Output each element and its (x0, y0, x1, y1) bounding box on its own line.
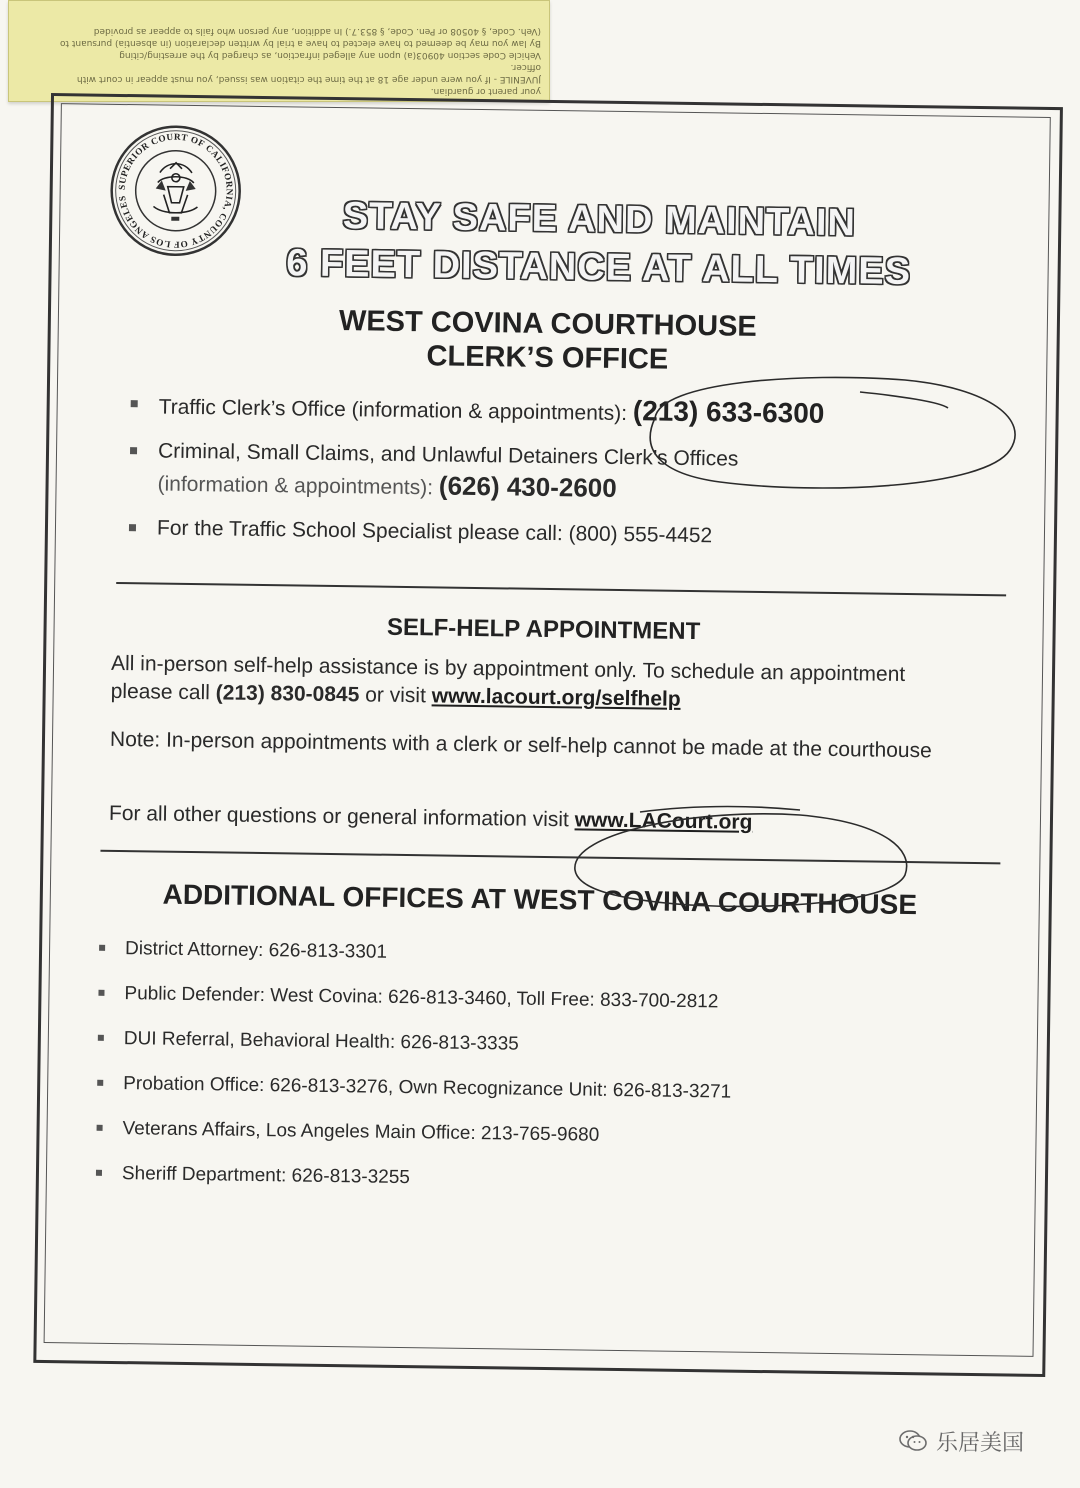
clerk-contact-list (125, 389, 1007, 569)
self-help-link[interactable]: www.lacourt.org/selfhelp (431, 684, 681, 711)
courthouse-title (307, 304, 788, 379)
list-item (93, 1071, 993, 1110)
list-item-traffic-school (125, 513, 1005, 555)
criminal-clerk-label: Criminal, Small Claims, and Unlawful Detainers Clerk’s Offices (157, 439, 739, 471)
svg-text:SUPERIOR COURT OF CALIFORNIA, (116, 131, 236, 251)
watermark (898, 1424, 1068, 1458)
clerk-office-title: CLERK’S OFFICE (426, 340, 669, 376)
bullet-icon (99, 945, 105, 951)
general-info-text: For all other questions or general information visit (108, 801, 569, 832)
seal-ring-text: SUPERIOR COURT OF CALIFORNIA, COUNTY OF LOS ANGELES (116, 131, 235, 250)
traffic-school-label: For the Traffic School Specialist please call: (156, 516, 563, 546)
additional-offices-list (92, 936, 996, 1219)
bullet-icon (129, 524, 136, 531)
list-item (92, 1161, 992, 1200)
dui-referral: DUI Referral, Behavioral Health: 626-813-3335 (123, 1028, 519, 1055)
list-item (92, 1116, 992, 1155)
headline-line-2: 6 FEET DISTANCE AT ALL TIMES (286, 242, 912, 294)
bullet-icon (97, 1080, 103, 1086)
criminal-clerk-phone: (626) 430-2600 (438, 470, 617, 503)
slip-line: (Veh. Code, § 40508 or Pen. Code, § 853.7.) In addition, any person who fails to appear as provided (93, 26, 541, 36)
criminal-clerk-subtext: (information & appointments): (157, 472, 434, 500)
self-help-paragraph (110, 650, 921, 717)
bullet-icon (130, 447, 137, 454)
slip-line: officer. (510, 62, 541, 72)
traffic-school-phone: (800) 555-4452 (568, 522, 713, 548)
wechat-icon (898, 1428, 928, 1454)
sheriff-department: Sheriff Department: 626-813-3255 (121, 1163, 411, 1189)
slip-line: your parent or guardian. (430, 86, 541, 96)
slip-line: By law you may be deemed to have elected to have a trial by written declaration (in absentia) pursuant to (59, 38, 541, 48)
notice-sheet (33, 93, 1063, 1395)
headline-line-1: STAY SAFE AND MAINTAIN (342, 195, 857, 245)
bullet-icon (98, 1035, 104, 1041)
list-item-criminal-clerk (125, 436, 1006, 511)
slip-line: JUVENILE - If you were under age 18 at the time the citation was issued, you must appear in court with (76, 74, 541, 84)
self-help-title: SELF-HELP APPOINTMENT (386, 613, 701, 646)
note-paragraph: Note: In-person appointments with a clerk or self-help cannot be made at the courthouse (109, 727, 932, 763)
traffic-clerk-phone: (213) 633-6300 (632, 395, 825, 429)
bullet-icon (131, 400, 138, 407)
bullet-icon (98, 990, 104, 996)
slip-line: Vehicle Code section 40903(a) upon any alleged infraction, as charged by the arresting/citing (119, 50, 541, 60)
slip-text (9, 25, 549, 97)
district-attorney: District Attorney: 626-813-3301 (124, 938, 388, 963)
self-help-visit-text: or visit (365, 683, 427, 708)
lacourt-link[interactable]: www.LACourt.org (574, 808, 753, 834)
list-item (94, 1026, 994, 1065)
probation-office: Probation Office: 626-813-3276, Own Recognizance Unit: 626-813-3271 (123, 1073, 732, 1103)
self-help-phone: (213) 830-0845 (215, 681, 360, 707)
yellow-citation-slip (8, 0, 550, 102)
headline (248, 191, 949, 297)
courthouse-name: WEST COVINA COURTHOUSE (338, 305, 757, 343)
court-seal-icon (107, 122, 245, 260)
self-help-text: All in-person self-help assistance is by appointment only. To schedule an appointment please call (110, 651, 906, 705)
traffic-clerk-label: Traffic Clerk’s Office (information & appointments): (158, 395, 628, 426)
list-item (94, 981, 994, 1020)
bullet-icon (97, 1125, 103, 1131)
additional-offices-title: ADDITIONAL OFFICES AT WEST COVINA COURTHOUSE (162, 878, 918, 921)
public-defender: Public Defender: West Covina: 626-813-3460, Toll Free: 833-700-2812 (124, 983, 719, 1013)
bullet-icon (96, 1170, 102, 1176)
veterans-affairs: Veterans Affairs, Los Angeles Main Office: 213-765-9680 (122, 1118, 600, 1146)
watermark-label: 乐居美国 (936, 1430, 1025, 1456)
